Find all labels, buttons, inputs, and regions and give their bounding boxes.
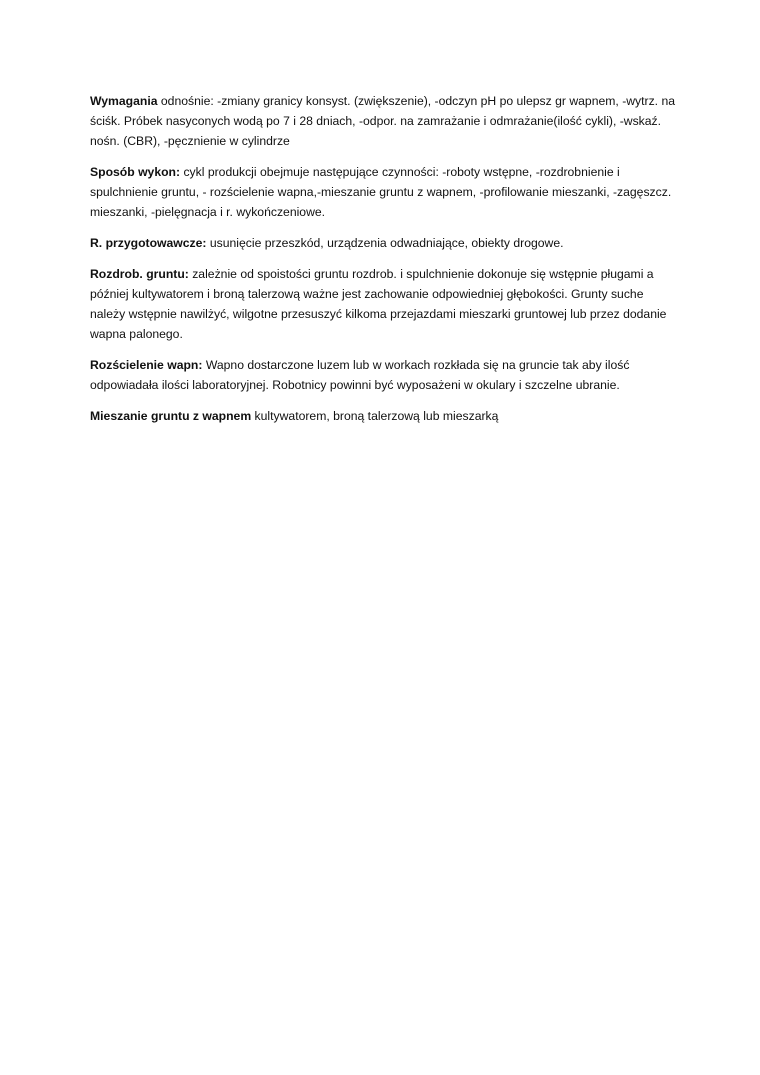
paragraph-text: zależnie od spoistości gruntu rozdrob. i spulchnienie dokonuje się wstępnie pługami a później kultywatorem i broną talerzową ważne jest zachowanie odpowiedniej głębokości. Grunty suche należy wstępnie nawilżyć, wilgotne przesuszyć kilkoma przejazdami mieszarki gruntowej lub przez dodanie wapna palonego. xyxy=(90,267,667,341)
paragraph-rozscielenie-wapn xyxy=(90,355,680,395)
paragraph-heading: Wymagania xyxy=(90,94,158,108)
paragraph-text: odnośnie: -zmiany granicy konsyst. (zwiększenie), -odczyn pH po ulepsz gr wapnem, -wytrz. na ściśk. Próbek nasyconych wodą po 7 i 28 dniach, -odpor. na zamrażanie i odmrażanie(ilość cykli), -wskaź. nośn. (CBR), -pęcznienie w cylindrze xyxy=(90,94,676,148)
paragraph-sposob-wykon xyxy=(90,162,680,222)
paragraph-text: usunięcie przeszkód, urządzenia odwadniające, obiekty drogowe. xyxy=(206,236,564,250)
paragraph-heading: Mieszanie gruntu z wapnem xyxy=(90,409,252,423)
paragraph-heading: R. przygotowawcze: xyxy=(90,236,207,250)
paragraph-r-przygotowawcze xyxy=(90,233,680,253)
paragraph-heading: Rozdrob. gruntu: xyxy=(90,267,189,281)
paragraph-text: cykl produkcji obejmuje następujące czynności: -roboty wstępne, -rozdrobnienie i spulchnienie gruntu, - rozścielenie wapna,-mieszanie gruntu z wapnem, -profilowanie mieszanki, -zagęszcz. mieszanki, -pielęgnacja i r. wykończeniowe. xyxy=(90,165,672,219)
paragraph-rozdrob-gruntu xyxy=(90,264,680,344)
paragraph-wymagania xyxy=(90,91,680,151)
paragraph-heading: Rozścielenie wapn: xyxy=(90,358,203,372)
paragraph-heading: Sposób wykon: xyxy=(90,165,181,179)
document-body xyxy=(90,91,680,437)
paragraph-mieszanie-gruntu xyxy=(90,406,680,426)
paragraph-text: kultywatorem, broną talerzową lub mieszarką xyxy=(251,409,499,423)
paragraph-text: Wapno dostarczone luzem lub w workach rozkłada się na gruncie tak aby ilość odpowiadała ilości laboratoryjnej. Robotnicy powinni być wyposażeni w okulary i szczelne ubranie. xyxy=(90,358,630,392)
